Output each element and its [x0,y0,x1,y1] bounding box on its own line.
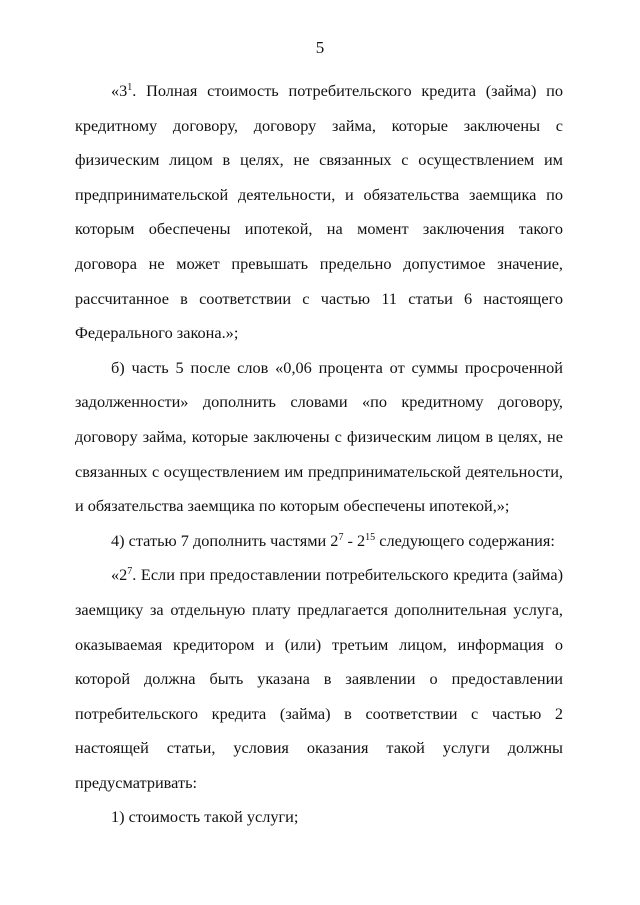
paragraph-sub-1 [75,800,563,835]
paragraph-part-3-1 [75,74,563,351]
superscript: 7 [338,531,344,543]
paragraph-text: 4) статью 7 дополнить частями 2 [111,530,339,550]
paragraph-item-4 [75,524,563,559]
paragraph-text: б) часть 5 после слов «0,06 процента от суммы просроченной задолженности» дополнить словами «по кредитному договору, договору займа, которые заключены с физическим лицом в целях, не связанных с осуществлением им предпринимательской деятельности, и обязательства заемщика по которым обеспечены ипотекой,»; [75,357,563,516]
document-body [75,74,563,835]
paragraph-text: . Полная стоимость потребительского кредита (займа) по кредитному договору, договору займа, которые заключены с физическим лицом в целях, не связанных с осуществлением им предпринимательской деятельности, и обязательства заемщика по которым обеспечены ипотекой, на момент заключения такого договора не может превышать предельно допустимое значение, рассчитанное в соответствии с частью 11 статьи 6 настоящего Федерального закона.»; [75,81,563,343]
paragraph-text: . Если при предоставлении потребительского кредита (займа) заемщику за отдельную плату предлагается дополнительная услуга, оказываемая кредитором и (или) третьим лицом, информация о которой должна быть указана в заявлении о предоставлении потребительского кредита (займа) в соответствии с частью 2 настоящей статьи, условия оказания такой услуги должны предусматривать: [75,565,563,792]
paragraph-text: следующего содержания: [375,530,555,550]
superscript: 7 [127,566,133,578]
paragraph-text: - 2 [343,530,366,550]
paragraph-item-b [75,351,563,524]
paragraph-text: «3 [111,81,128,100]
paragraph-text: 1) стоимость такой услуги; [111,807,299,827]
paragraph-text: «2 [111,565,128,585]
superscript: 1 [127,82,133,93]
paragraph-part-2-7 [75,558,563,800]
superscript: 15 [365,531,376,543]
page-number: 5 [315,38,325,57]
